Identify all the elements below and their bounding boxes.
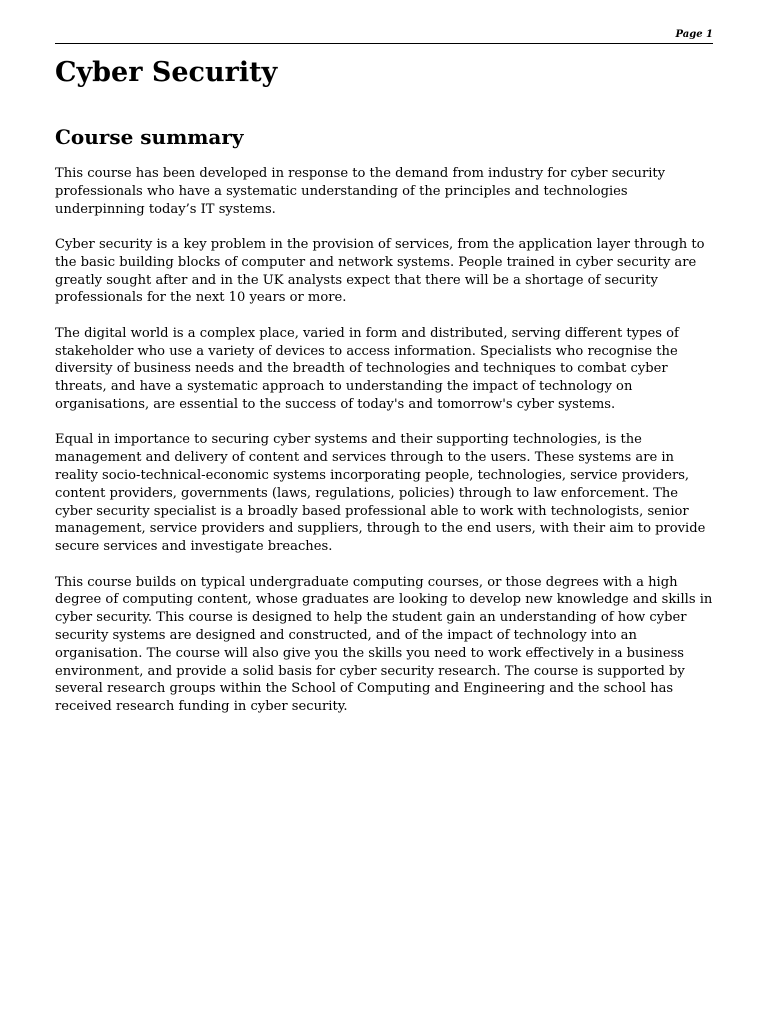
paragraph: Cyber security is a key problem in the provision of services, from the application layer through to the basic building blocks of computer and network systems. People trained in cyber security are greatly sought after and in the UK analysts expect that there will be a shortage of security professionals for the next 10 years or more. <box>55 236 705 306</box>
paragraph: The digital world is a complex place, varied in form and distributed, serving different types of stakeholder who use a variety of devices to access information. Specialists who recognise the diversity of business needs and the breadth of technologies and techniques to combat cyber threats, and have a systematic approach to understanding the impact of technology on organisations, are essential to the success of today's and tomorrow's cyber systems. <box>55 325 679 412</box>
page-header <box>55 0 713 44</box>
page-number: Page 1 <box>675 29 713 40</box>
section-heading: Course summary <box>55 125 244 149</box>
document-page <box>55 0 713 715</box>
paragraph: Equal in importance to securing cyber systems and their supporting technologies, is the management and delivery of content and services through to the users. These systems are in reality socio-technical-economic systems incorporating people, technologies, service providers, content providers, governments (laws, regulations, policies) through to law enforcement. The cyber security specialist is a broadly based professional able to work with technologists, senior management, service providers and suppliers, through to the end users, with their aim to provide secure services and investigate breaches. <box>55 432 706 555</box>
paragraph: This course builds on typical undergraduate computing courses, or those degrees with a high degree of computing content, whose graduates are looking to develop new knowledge and skills in cyber security. This course is designed to help the student gain an understanding of how cyber security systems are designed and constructed, and of the impact of technology into an organisation. The course will also give you the skills you need to work effectively in a business environment, and provide a solid basis for cyber security research. The course is supported by several research groups within the School of Computing and Engineering and the school has received research funding in cyber security. <box>55 574 713 715</box>
paragraph: This course has been developed in response to the demand from industry for cyber security professionals who have a systematic understanding of the principles and technologies underpinning today’s IT systems. <box>55 166 666 217</box>
document-title: Cyber Security <box>55 57 278 88</box>
document-body <box>55 165 713 733</box>
